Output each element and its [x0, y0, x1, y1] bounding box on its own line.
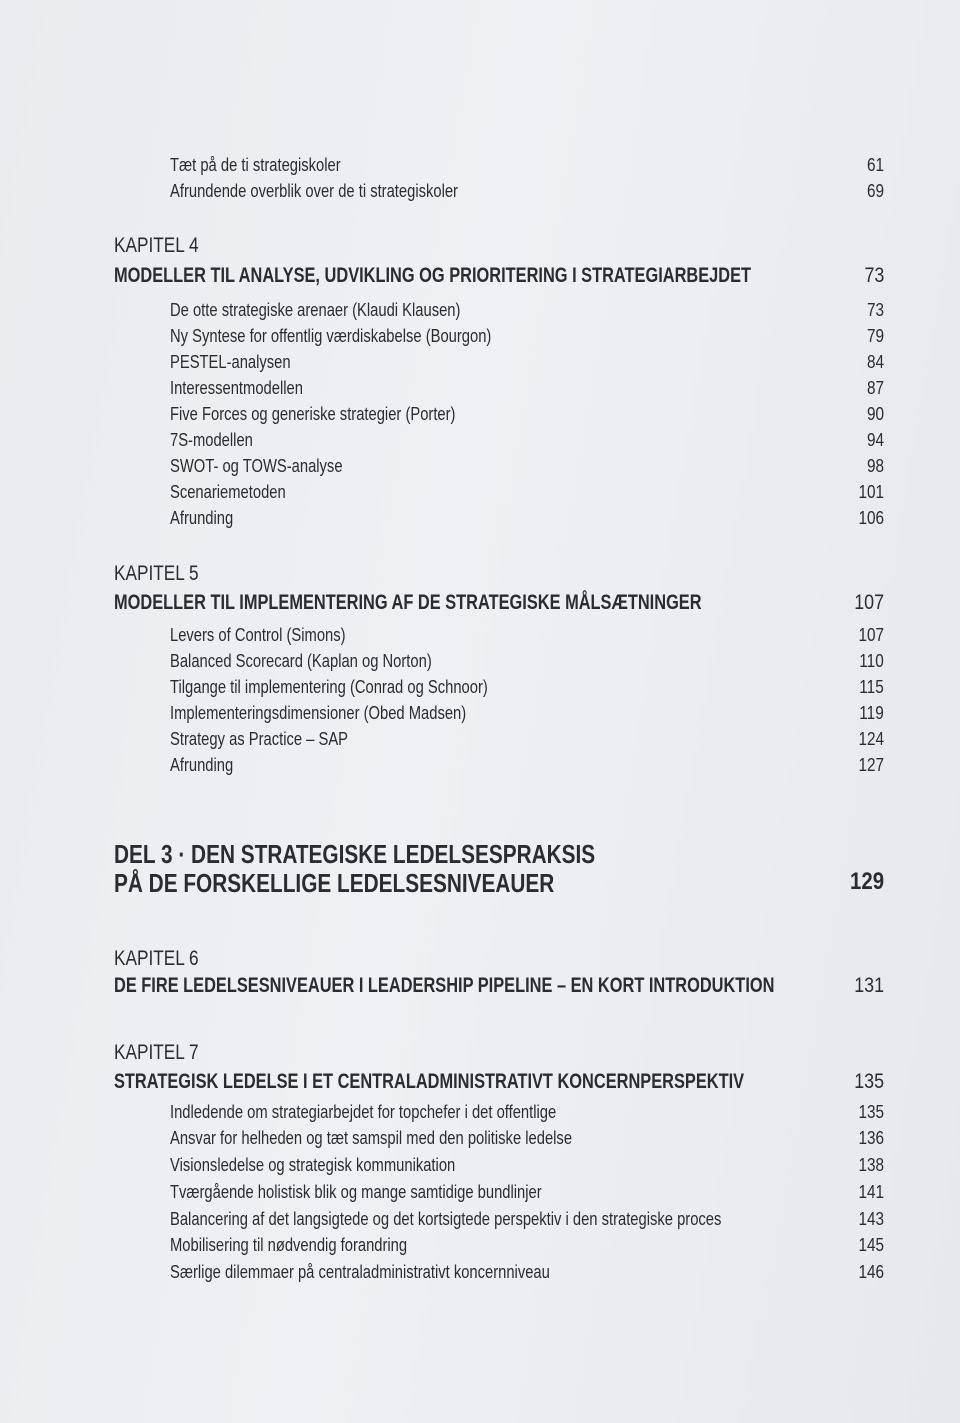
toc-entry	[0, 1155, 960, 1179]
toc-page-number: 135	[854, 1070, 884, 1093]
toc-entry	[0, 300, 960, 324]
toc-title: Levers of Control (Simons)	[170, 625, 346, 645]
toc-page-number: 107	[858, 625, 884, 645]
toc-title: KAPITEL 5	[114, 562, 199, 585]
toc-entry	[0, 1262, 960, 1286]
toc-entry	[0, 651, 960, 675]
toc-title: Balancering af det langsigtede og det kortsigtede perspektiv i den strategiske proces	[170, 1209, 722, 1229]
toc-page-number: 145	[858, 1235, 884, 1255]
toc-entry	[0, 430, 960, 454]
toc-page-number: 136	[858, 1128, 884, 1148]
toc-entry	[0, 326, 960, 350]
toc-page-number: 69	[866, 181, 884, 201]
toc-entry	[0, 482, 960, 506]
toc-title: De otte strategiske arenaer (Klaudi Klausen)	[170, 300, 461, 320]
toc-title: Implementeringsdimensioner (Obed Madsen)	[170, 703, 467, 723]
toc-page-number: 127	[858, 755, 884, 775]
toc-title: DE FIRE LEDELSESNIVEAUER I LEADERSHIP PIPELINE – EN KORT INTRODUKTION	[114, 974, 775, 997]
chapter-label	[0, 562, 960, 586]
toc-entry	[0, 703, 960, 727]
toc-page-number: 131	[854, 974, 884, 997]
chapter-heading	[0, 591, 960, 615]
toc-entry	[0, 625, 960, 649]
toc-title: KAPITEL 7	[114, 1041, 199, 1064]
toc-page-number: 73	[864, 264, 884, 287]
toc-title: KAPITEL 4	[114, 234, 199, 257]
toc-page-number: 146	[858, 1262, 884, 1282]
toc-title: DEL 3 · DEN STRATEGISKE LEDELSESPRAKSIS	[114, 839, 596, 869]
toc-page-number: 90	[866, 404, 884, 424]
toc-title: Tæt på de ti strategiskoler	[170, 155, 341, 175]
toc-title: Mobilisering til nødvendig forandring	[170, 1235, 408, 1255]
toc-page-number: 110	[859, 651, 884, 671]
chapter-heading	[0, 1070, 960, 1094]
toc-page-number: 135	[858, 1102, 884, 1122]
toc-title: PESTEL-analysen	[170, 352, 291, 372]
toc-page-number: 87	[866, 378, 884, 398]
chapter-label	[0, 234, 960, 258]
toc-entry	[0, 1235, 960, 1259]
toc-title: Særlige dilemmaer på centraladministrativt koncernniveau	[170, 1262, 550, 1282]
toc-title: KAPITEL 6	[114, 947, 199, 970]
toc-page-number: 115	[859, 677, 884, 697]
toc-entry	[0, 155, 960, 179]
toc-page-number: 129	[849, 868, 884, 895]
toc-page-number: 107	[854, 591, 884, 614]
toc-title: PÅ DE FORSKELLIGE LEDELSESNIVEAUER	[114, 868, 555, 898]
toc-page-number: 106	[858, 508, 884, 528]
toc-page-number: 94	[866, 430, 884, 450]
toc-title: Afrundende overblik over de ti strategiskoler	[170, 181, 458, 201]
toc-entry	[0, 508, 960, 532]
toc-entry	[0, 755, 960, 779]
toc-entry	[0, 1128, 960, 1152]
part-heading	[0, 839, 960, 869]
toc-page-number: 141	[858, 1182, 884, 1202]
toc-entry	[0, 729, 960, 753]
toc-entry	[0, 1182, 960, 1206]
toc-title: Balanced Scorecard (Kaplan og Norton)	[170, 651, 432, 671]
toc-title: Afrunding	[170, 755, 234, 775]
toc-title: Five Forces og generiske strategier (Porter)	[170, 404, 456, 424]
chapter-label	[0, 947, 960, 971]
toc-title: Afrunding	[170, 508, 234, 528]
toc-title: Ny Syntese for offentlig værdiskabelse (Bourgon)	[170, 326, 492, 346]
toc-page-number: 79	[866, 326, 884, 346]
toc-page-number: 143	[858, 1209, 884, 1229]
toc-title: Indledende om strategiarbejdet for topchefer i det offentlige	[170, 1102, 557, 1122]
toc-page-number: 101	[858, 482, 884, 502]
toc-title: Tværgående holistisk blik og mange samtidige bundlinjer	[170, 1182, 542, 1202]
toc-entry	[0, 181, 960, 205]
toc-entry	[0, 352, 960, 376]
toc-title: Visionsledelse og strategisk kommunikation	[170, 1155, 456, 1175]
toc-page-number: 138	[858, 1155, 884, 1175]
toc-entry	[0, 1102, 960, 1126]
chapter-heading	[0, 264, 960, 288]
toc-entry	[0, 1209, 960, 1233]
toc-title: 7S-modellen	[170, 430, 253, 450]
toc-page-number: 84	[866, 352, 884, 372]
toc-title: Ansvar for helheden og tæt samspil med den politiske ledelse	[170, 1128, 573, 1148]
toc-page-number: 61	[866, 155, 884, 175]
toc-title: Scenariemetoden	[170, 482, 286, 502]
toc-entry	[0, 677, 960, 701]
toc-page-number: 119	[859, 703, 884, 723]
toc-page-number: 73	[866, 300, 884, 320]
toc-title: STRATEGISK LEDELSE I ET CENTRALADMINISTRATIVT KONCERNPERSPEKTIV	[114, 1070, 745, 1093]
toc-title: MODELLER TIL ANALYSE, UDVIKLING OG PRIORITERING I STRATEGIARBEJDET	[114, 264, 752, 287]
part-heading	[0, 868, 960, 898]
toc-page-number: 98	[866, 456, 884, 476]
chapter-heading	[0, 974, 960, 998]
chapter-label	[0, 1041, 960, 1065]
toc-entry	[0, 404, 960, 428]
toc-title: Strategy as Practice – SAP	[170, 729, 349, 749]
toc-title: Tilgange til implementering (Conrad og Schnoor)	[170, 677, 488, 697]
toc-page-number: 124	[858, 729, 884, 749]
toc-title: SWOT- og TOWS-analyse	[170, 456, 343, 476]
toc-entry	[0, 456, 960, 480]
toc-entry	[0, 378, 960, 402]
toc-title: Interessentmodellen	[170, 378, 303, 398]
toc-title: MODELLER TIL IMPLEMENTERING AF DE STRATEGISKE MÅLSÆTNINGER	[114, 591, 702, 614]
